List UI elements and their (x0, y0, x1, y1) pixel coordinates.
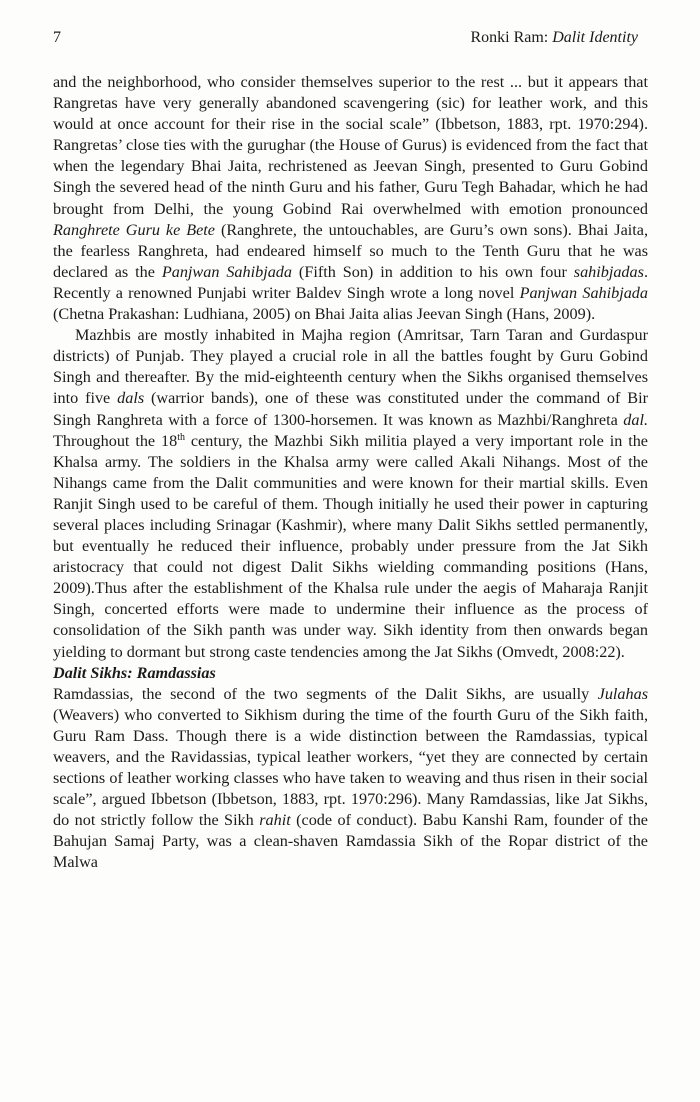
italic-term: Ranghrete Guru ke Bete (53, 220, 215, 239)
text-run: (Fifth Son) in addition to his own four (292, 262, 574, 281)
running-head-author: Ronki Ram: (470, 29, 549, 46)
body-text (53, 72, 648, 874)
text-run: (Ranghrete, the untouchables, are Guru’s own sons). Bhai Jaita, the fearless Ranghreta, had endeared himself so much to the Tenth Guru that he was declared as the (53, 220, 648, 281)
text-run: (Weavers) who converted to Sikhism during the time of the fourth Guru of the Sikh faith, Guru Ram Dass. Though there is a wide distinction between the Ramdassias, typical weavers, and the Ravidassias, typical leather workers, “yet they are connected by certain sections of leather working classes who have taken to weaving and thus risen in their social scale”, argued Ibbetson (Ibbetson, 1883, rpt. 1970:296). Many Ramdassias, like Jat Sikhs, do not strictly follow the Sikh (53, 705, 648, 830)
superscript: th (177, 431, 185, 443)
text-run: (code of conduct). Babu Kanshi Ram, founder of the Bahujan Samaj Party, was a clean-shaven Ramdassia Sikh of the Ropar district of the Malwa (53, 811, 648, 872)
text-run: (Chetna Prakashan: Ludhiana, 2005) on Bhai Jaita alias Jeevan Singh (Hans, 2009). (53, 305, 596, 324)
italic-term: Panjwan Sahibjada (519, 283, 648, 302)
page-number: 7 (53, 29, 61, 46)
text-run: Throughout the 18 (53, 431, 178, 450)
paragraph-1 (53, 72, 648, 325)
text-run: (warrior bands), one of these was constituted under the command of Bir Singh Ranghreta with a force of 1300-horsemen. It was known as Mazhbi/Ranghreta (53, 389, 648, 429)
paragraph-3 (53, 684, 648, 874)
running-head (470, 28, 638, 48)
paragraph-2 (53, 325, 648, 663)
text-run: Mazhbis are mostly inhabited in Majha region (Amritsar, Tarn Taran and Gurdaspur districts) of Punjab. They played a crucial role in all the battles fought by Guru Gobind Singh and thereafter. By the mid-eighteenth century when the Sikhs organised themselves into five (53, 326, 648, 408)
italic-term: dals (117, 389, 145, 408)
text-run: Ramdassias, the second of the two segments of the Dalit Sikhs, are usually (53, 684, 598, 703)
italic-term: rahit (259, 811, 291, 830)
italic-term: Julahas (597, 684, 648, 703)
running-head-title: Dalit Identity (552, 29, 638, 46)
section-heading: Dalit Sikhs: Ramdassias (53, 663, 216, 682)
text-run: . Recently a renowned Punjabi writer Baldev Singh wrote a long novel (53, 262, 648, 302)
italic-term: Panjwan Sahibjada (161, 262, 292, 281)
italic-term: dal. (623, 410, 648, 429)
text-run: and the neighborhood, who consider themselves superior to the rest ... but it appears that Rangretas have very generally abandoned scavengering (sic) for leather work, and this would at once account for their rise in the social scale” (Ibbetson, 1883, rpt. 1970:294). Rangretas’ close ties with the gurughar (the House of Gurus) is evidenced from the fact that when the legendary Bhai Jaita, rechristened as Jeevan Singh, presented to Guru Gobind Singh the severed head of the ninth Guru and his father, Guru Tegh Bahadar, which he had brought from Delhi, the young Gobind Rai overwhelmed with emotion pronounced (53, 73, 648, 218)
italic-term: sahibjadas (573, 262, 644, 281)
text-run: century, the Mazhbi Sikh militia played a very important role in the Khalsa army. The soldiers in the Khalsa army were called Akali Nihangs. Most of the Nihangs came from the Dalit communities and were known for their martial skills. Even Ranjit Singh used to be careful of them. Though initially he used their power in capturing several places including Srinagar (Kashmir), where many Dalit Sikhs settled permanently, but eventually he reduced their influence, probably under pressure from the Jat Sikh aristocracy that could not digest Dalit Sikhs wielding commanding positions (Hans, 2009).Thus after the establishment of the Khalsa rule under the aegis of Maharaja Ranjit Singh, concerted efforts were made to undermine their influence as the process of consolidation of the Sikh panth was under way. Sikh identity from then onwards began yielding to dormant but strong caste tendencies among the Jat Sikhs (Omvedt, 2008:22). (53, 431, 648, 661)
